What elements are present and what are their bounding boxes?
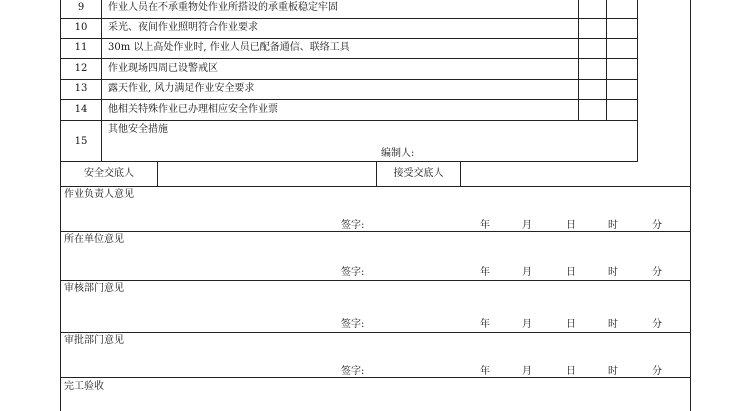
row-number: 13 bbox=[74, 83, 88, 94]
col-line bbox=[157, 162, 158, 187]
row-line bbox=[60, 231, 691, 232]
opinion-title: 作业负责人意见 bbox=[64, 189, 134, 200]
sign-year: 年 bbox=[480, 366, 490, 377]
sign-month: 月 bbox=[522, 319, 532, 330]
row-text: 其他安全措施 bbox=[108, 124, 168, 135]
sign-year: 年 bbox=[480, 319, 490, 330]
sign-minute: 分 bbox=[652, 319, 662, 330]
compiler-label: 编制人: bbox=[381, 148, 415, 159]
col-line bbox=[60, 0, 61, 411]
row-line bbox=[60, 377, 691, 378]
row-line bbox=[60, 161, 638, 162]
sign-minute: 分 bbox=[652, 267, 662, 278]
sign-day: 日 bbox=[566, 319, 576, 330]
row-number: 10 bbox=[74, 22, 88, 33]
sign-label: 签字: bbox=[341, 366, 365, 377]
sign-minute: 分 bbox=[652, 220, 662, 231]
sign-hour: 时 bbox=[608, 267, 618, 278]
row-line bbox=[60, 332, 691, 333]
row-text: 作业人员在不承重物处作业所搭设的承重板稳定牢固 bbox=[108, 2, 338, 13]
sign-minute: 分 bbox=[652, 366, 662, 377]
row-line bbox=[60, 120, 638, 121]
sign-month: 月 bbox=[522, 366, 532, 377]
row-number: 11 bbox=[74, 42, 88, 53]
sign-day: 日 bbox=[566, 366, 576, 377]
sign-day: 日 bbox=[566, 220, 576, 231]
sign-label: 签字: bbox=[341, 220, 365, 231]
col-line bbox=[637, 0, 638, 162]
opinion-title: 审核部门意见 bbox=[64, 283, 124, 294]
row-line bbox=[60, 99, 638, 100]
col-line bbox=[690, 0, 691, 411]
row-text: 作业现场四周已设警戒区 bbox=[108, 63, 218, 74]
sign-hour: 时 bbox=[608, 220, 618, 231]
row-number: 14 bbox=[74, 104, 88, 115]
row-line bbox=[60, 58, 638, 59]
opinion-title: 完工验收 bbox=[64, 381, 104, 392]
opinion-title: 审批部门意见 bbox=[64, 335, 124, 346]
row-text: 30m 以上高处作业时, 作业人员已配备通信、联络工具 bbox=[108, 42, 350, 53]
col-line bbox=[101, 0, 102, 162]
row-line bbox=[60, 280, 691, 281]
row-text: 他相关特殊作业已办理相应安全作业票 bbox=[108, 104, 278, 115]
sign-label: 签字: bbox=[341, 267, 365, 278]
briefing-receiver-label: 接受交底人 bbox=[393, 168, 444, 179]
sign-year: 年 bbox=[480, 220, 490, 231]
row-line bbox=[60, 79, 638, 80]
safety-briefer-label: 安全交底人 bbox=[84, 168, 134, 179]
row-line bbox=[60, 38, 638, 39]
sign-month: 月 bbox=[522, 220, 532, 231]
row-line bbox=[60, 18, 638, 19]
sign-hour: 时 bbox=[608, 319, 618, 330]
col-line bbox=[460, 162, 461, 187]
row-number: 12 bbox=[74, 63, 88, 74]
opinion-title: 所在单位意见 bbox=[64, 234, 124, 245]
sign-hour: 时 bbox=[608, 366, 618, 377]
sign-label: 签字: bbox=[341, 319, 365, 330]
sign-month: 月 bbox=[522, 267, 532, 278]
row-number: 9 bbox=[77, 2, 85, 13]
row-number: 15 bbox=[74, 136, 88, 147]
row-text: 露天作业, 风力满足作业安全要求 bbox=[108, 83, 255, 94]
col-line bbox=[578, 0, 579, 120]
sign-day: 日 bbox=[566, 267, 576, 278]
row-text: 采光、夜间作业照明符合作业要求 bbox=[108, 22, 258, 33]
col-line bbox=[606, 0, 607, 120]
sign-year: 年 bbox=[480, 267, 490, 278]
